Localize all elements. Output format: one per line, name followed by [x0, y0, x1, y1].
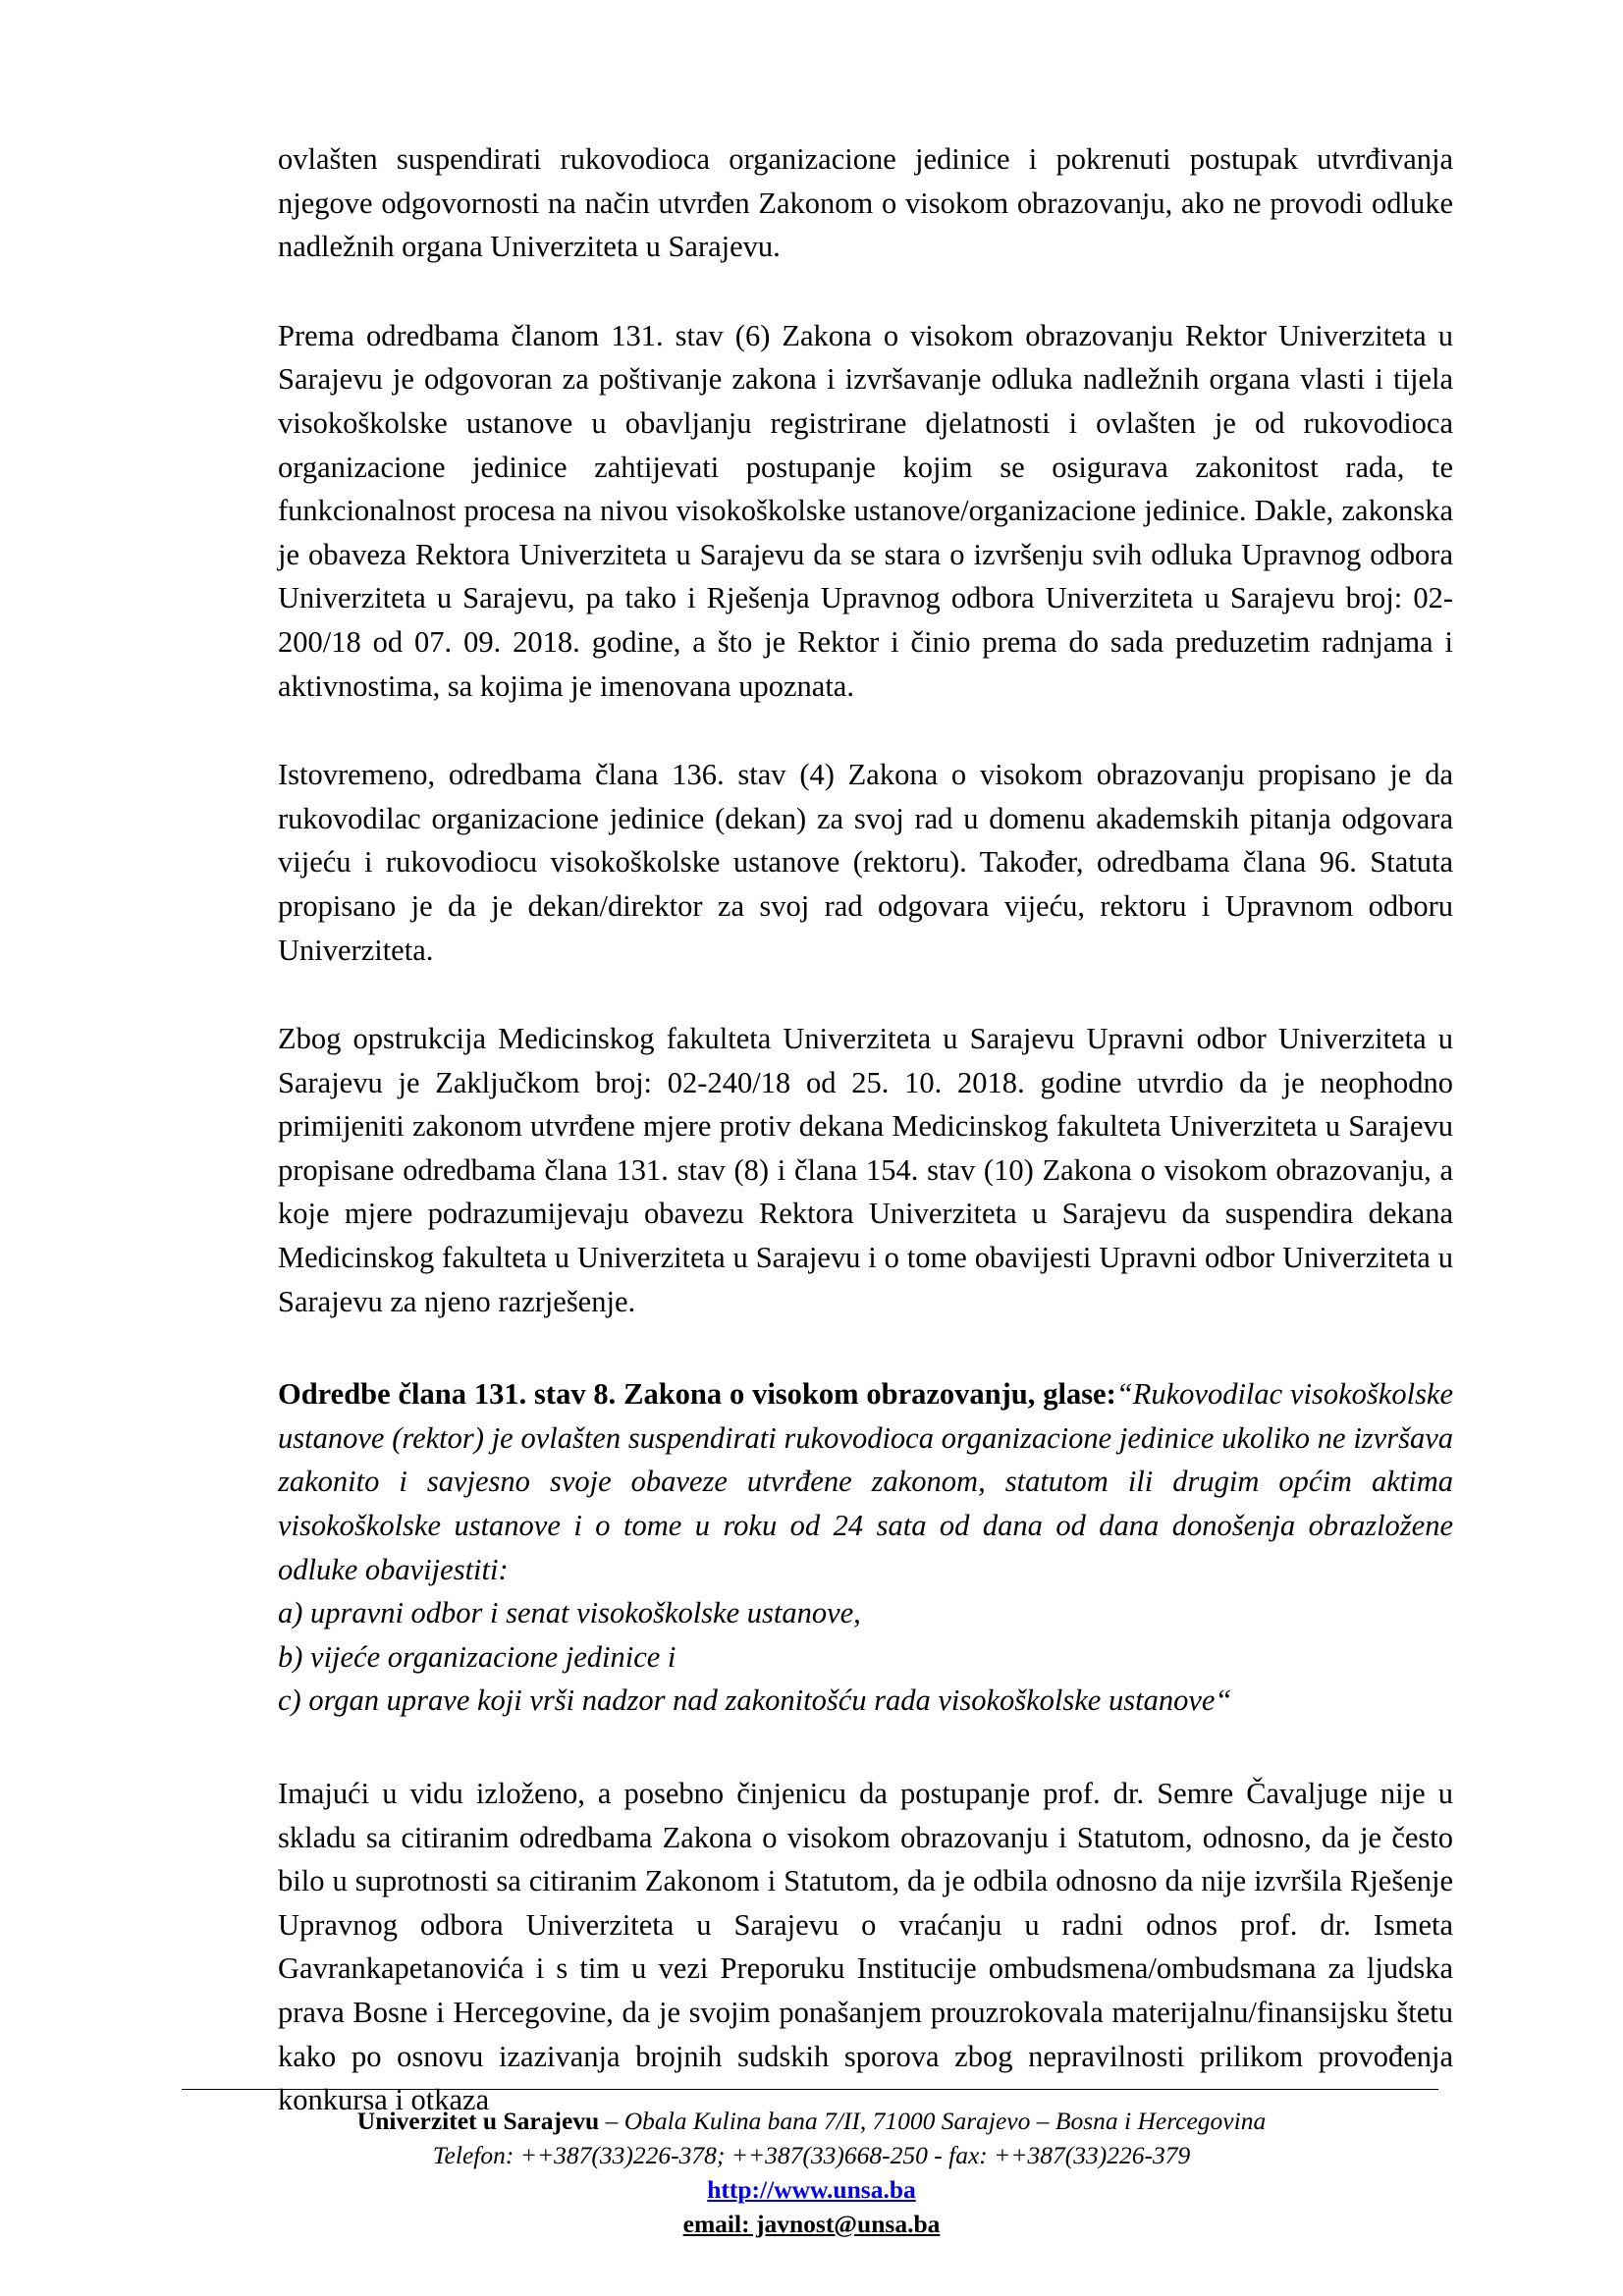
- footer-website-line: [0, 2172, 1623, 2207]
- law-quote-block: [278, 1372, 1453, 1591]
- footer-email-line: [0, 2207, 1623, 2241]
- paragraph-2: Prema odredbama članom 131. stav (6) Zakona o visokom obrazovanju Rektor Univerziteta u Sarajevu je odgovoran za poštivanje zakona i izvršavanje odluka nadležnih organa vlasti i tijela visokoškolske ustanove u obavljanju registrirane djelatnosti i ovlašten je od rukovodioca organizacione jedinice zahtijevati postupanje kojim se osigurava zakonitost rada, te funkcionalnost procesa na nivou visokoškolske ustanove/organizacione jedinice. Dakle, zakonska je obaveza Rektora Univerziteta u Sarajevu da se stara o izvršenju svih odluka Upravnog odbora Univerziteta u Sarajevu, pa tako i Rješenja Upravnog odbora Univerziteta u Sarajevu broj: 02-200/18 od 07. 09. 2018. godine, a što je Rektor i činio prema do sada preduzetim radnjama i aktivnostima, sa kojima je imenovana upoznata.: [278, 318, 1453, 703]
- law-quote-item-b: b) vijeće organizacione jedinice i: [278, 1639, 676, 1674]
- paragraph-spacer: [278, 1323, 1453, 1372]
- footer-org-name: Univerzitet u Sarajevu: [356, 2107, 600, 2135]
- law-quote-item-c: c) organ uprave koji vrši nadzor nad zakonitošću rada visokoškolske ustanove: [278, 1683, 1216, 1718]
- page-footer: [0, 2104, 1623, 2241]
- law-quote-open-mark: “: [1115, 1377, 1133, 1412]
- footer-address: – Obala Kulina bana 7/II, 71000 Sarajevo – Bosna i Hercegovina: [599, 2107, 1267, 2135]
- paragraph-spacer: [278, 269, 1453, 314]
- paragraph-spacer: [278, 1723, 1453, 1772]
- law-quote-item-a: a) upravni odbor i senat visokoškolske ustanove,: [278, 1596, 861, 1630]
- footer-address-line: [0, 2104, 1623, 2138]
- paragraph-spacer: [278, 972, 1453, 1017]
- paragraph-1: ovlašten suspendirati rukovodioca organizacione jedinice i pokrenuti postupak utvrđivanja njegove odgovornosti na način utvrđen Zakonom o visokom obrazovanju, ako ne provodi odluke nadležnih organa Univerziteta u Sarajevu.: [278, 142, 1453, 264]
- law-quote-body: Rukovodilac visokoškolske ustanove (rektor) je ovlašten suspendirati rukovodioca organizacione jedinice ukoliko ne izvršava zakonito i savjesno svoje obaveze utvrđene zakonom, statutom ili drugim općim aktima visokoškolske ustanove i o tome u roku od 24 sata od dana od dana donošenja obrazložene odluke obavijestiti:: [278, 1377, 1454, 1586]
- paragraph-5: Imajući u vidu izloženo, a posebno činjenicu da postupanje prof. dr. Semre Čavaljuge nije u skladu sa citiranim odredbama Zakona o visokom obrazovanju i Statutom, odnosno, da je često bilo u suprotnosti sa citiranim Zakonom i Statutom, da je odbila odnosno da nije izvršila Rješenje Upravnog odbora Univerziteta u Sarajevu o vraćanju u radni odnos prof. dr. Ismeta Gavrankapetanovića i s tim u vezi Preporuku Institucije ombudsmena/ombudsmana za ljudska prava Bosne i Hercegovine, da je svojim ponašanjem prouzrokovala materijalnu/finansijsku štetu kako po osnovu izazivanja brojnih sudskih sporova zbog nepravilnosti prilikom provođenja konkursa i otkaza: [278, 1777, 1453, 2117]
- law-quote-item-c-wrapper: [278, 1679, 1453, 1723]
- paragraph-4: Zbog opstrukcija Medicinskog fakulteta Univerziteta u Sarajevu Upravni odbor Univerziteta u Sarajevu je Zaključkom broj: 02-240/18 od 25. 10. 2018. godine utvrdio da je neophodno primijeniti zakonom utvrđene mjere protiv dekana Medicinskog fakulteta Univerziteta u Sarajevu propisane odredbama člana 131. stav (8) i člana 154. stav (10) Zakona o visokom obrazovanju, a koje mjere podrazumijevaju obavezu Rektora Univerziteta u Sarajevu da suspendira dekana Medicinskog fakulteta u Univerziteta u Sarajevu i o tome obavijesti Upravni odbor Univerziteta u Sarajevu za njeno razrješenje.: [278, 1022, 1453, 1318]
- footer-divider: [182, 2089, 1438, 2090]
- email-link[interactable]: email: javnost@unsa.ba: [682, 2210, 941, 2238]
- law-quote-heading: Odredbe člana 131. stav 8. Zakona o visokom obrazovanju, glase:: [278, 1377, 1116, 1412]
- law-quote-close-mark: “: [1215, 1683, 1232, 1718]
- footer-phone-line: Telefon: ++387(33)226-378; ++387(33)668-250 - fax: ++387(33)226-379: [432, 2141, 1191, 2169]
- paragraph-3: Istovremeno, odredbama člana 136. stav (4) Zakona o visokom obrazovanju propisano je da rukovodilac organizacione jedinice (dekan) za svoj rad u domenu akademskih pitanja odgovara vijeću i rukovodiocu visokoškolske ustanove (rektoru). Također, odredbama člana 96. Statuta propisano je da je dekan/direktor za svoj rad odgovara vijeću, rektoru i Upravnom odboru Univerziteta.: [278, 758, 1453, 967]
- website-link[interactable]: http://www.unsa.ba: [707, 2175, 916, 2204]
- paragraph-spacer: [278, 708, 1453, 753]
- document-body: [278, 137, 1453, 2122]
